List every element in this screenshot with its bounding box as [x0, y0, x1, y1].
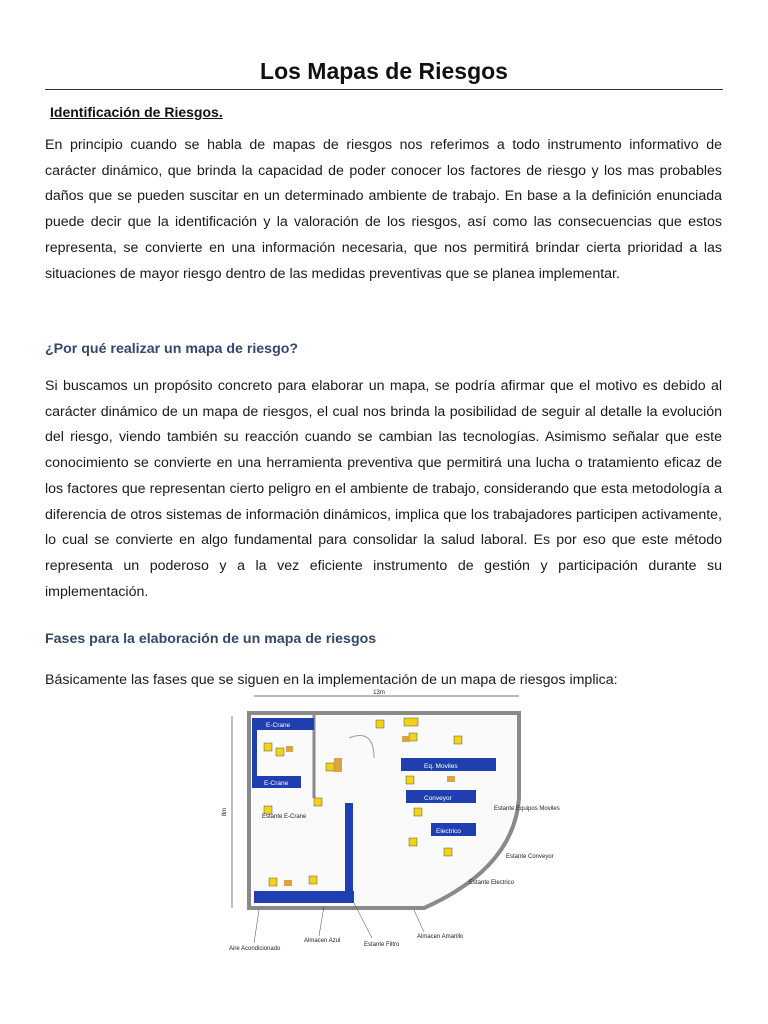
hazard-sign-icon — [454, 736, 462, 744]
hazard-sign-icon — [276, 748, 284, 756]
paragraph-identificacion: En principio cuando se habla de mapas de riesgos nos referimos a todo instrumento informativo de carácter dinámico, que brinda la capacidad de poder conocer los factores de riesgo y los mas probables daños que se pueden suscitar en un determinado ambiente de trabajo. En base a la definición enunciada puede decir que la identificación y la valoración de los riesgos, así como las consecuencias que estos representa, se convierte en una información necesaria, que nos permitirá brindar cierta prioridad a las situaciones de mayor riesgo dentro de las medidas preventivas que se planea implementar. — [45, 137, 722, 282]
room-label-eq-moviles: Eq. Moviles — [424, 763, 458, 770]
hazard-sign-icon — [376, 720, 384, 728]
rack-center-vertical — [345, 803, 353, 903]
hazard-sign-icon — [409, 838, 417, 846]
storage-box — [334, 758, 342, 772]
callout-estante-conveyor: Estante Conveyor — [506, 854, 554, 860]
hazard-sign-icon — [326, 763, 334, 771]
hazard-sign-icon — [264, 806, 272, 814]
rack-bottom — [254, 891, 354, 903]
callout-aire: Aire Acondicionado — [229, 946, 281, 952]
storage-box — [402, 736, 410, 742]
section-heading-fases: Fases para la elaboración de un mapa de riesgos — [45, 631, 377, 647]
storage-box — [447, 776, 455, 782]
hazard-sign-icon — [406, 776, 414, 784]
room-label-ecrane-mid: E-Crane — [264, 780, 289, 787]
callout-estante-filtro: Estante Filtro — [364, 942, 400, 948]
section-heading-identificacion: Identificación de Riesgos. — [50, 104, 223, 120]
storage-box — [286, 746, 293, 752]
callout-almacen-amarillo: Almacen Amarillo — [417, 934, 464, 940]
hazard-sign-icon — [269, 878, 277, 886]
hazard-sign-icon — [409, 733, 417, 741]
callout-estante-electrico: Estante Electrico — [469, 880, 515, 886]
rack-left-vertical — [252, 718, 257, 788]
risk-map-floorplan — [214, 688, 560, 963]
room-label-conveyor: Conveyor — [424, 795, 452, 802]
height-dimension-label: 8m — [222, 807, 228, 817]
hazard-sign-icon — [404, 718, 418, 726]
page-title: Los Mapas de Riesgos — [260, 58, 508, 84]
hazard-sign-icon — [314, 798, 322, 806]
paragraph-fases: Básicamente las fases que se siguen en la implementación de un mapa de riesgos implica: — [45, 672, 618, 688]
callout-estante-ecrane: Estante E-Crane — [262, 814, 307, 820]
hazard-sign-icon — [309, 876, 317, 884]
callout-almacen-azul: Almacen Azul — [304, 938, 341, 944]
title-divider — [45, 89, 723, 90]
building-outline — [249, 713, 519, 908]
room-label-electrico: Electrico — [436, 828, 461, 835]
section-heading-por-que: ¿Por qué realizar un mapa de riesgo? — [45, 341, 299, 357]
callout-estante-equipos: Estante Equipos Moviles — [494, 806, 560, 812]
width-dimension-label: 13m — [373, 690, 385, 696]
paragraph-por-que: Si buscamos un propósito concreto para elaborar un mapa, se podría afirmar que el motivo es debido al carácter dinámico de un mapa de riesgos, el cual nos brinda la posibilidad de seguir al detalle la evolución del riesgo, viendo también su reacción cuando se cambian las tecnologías. Asimismo señalar que este conocimiento se convierte en una herramienta preventiva que permitirá una lucha o tratamiento eficaz de los factores que representan cierto peligro en el ambiente de trabajo, considerando que esta metodología a diferencia de otros sistemas de información dinámicos, implica que los trabajadores participen activamente, lo cual se convierte en algo fundamental para consolidar la salud laboral. Es por eso que este método representa un poderoso y a la vez eficiente instrumento de gestión y participación durante su implementación. — [45, 378, 722, 600]
hazard-sign-icon — [264, 743, 272, 751]
room-label-ecrane-top: E-Crane — [266, 722, 291, 729]
hazard-sign-icon — [414, 808, 422, 816]
storage-box — [284, 880, 292, 886]
hazard-sign-icon — [444, 848, 452, 856]
